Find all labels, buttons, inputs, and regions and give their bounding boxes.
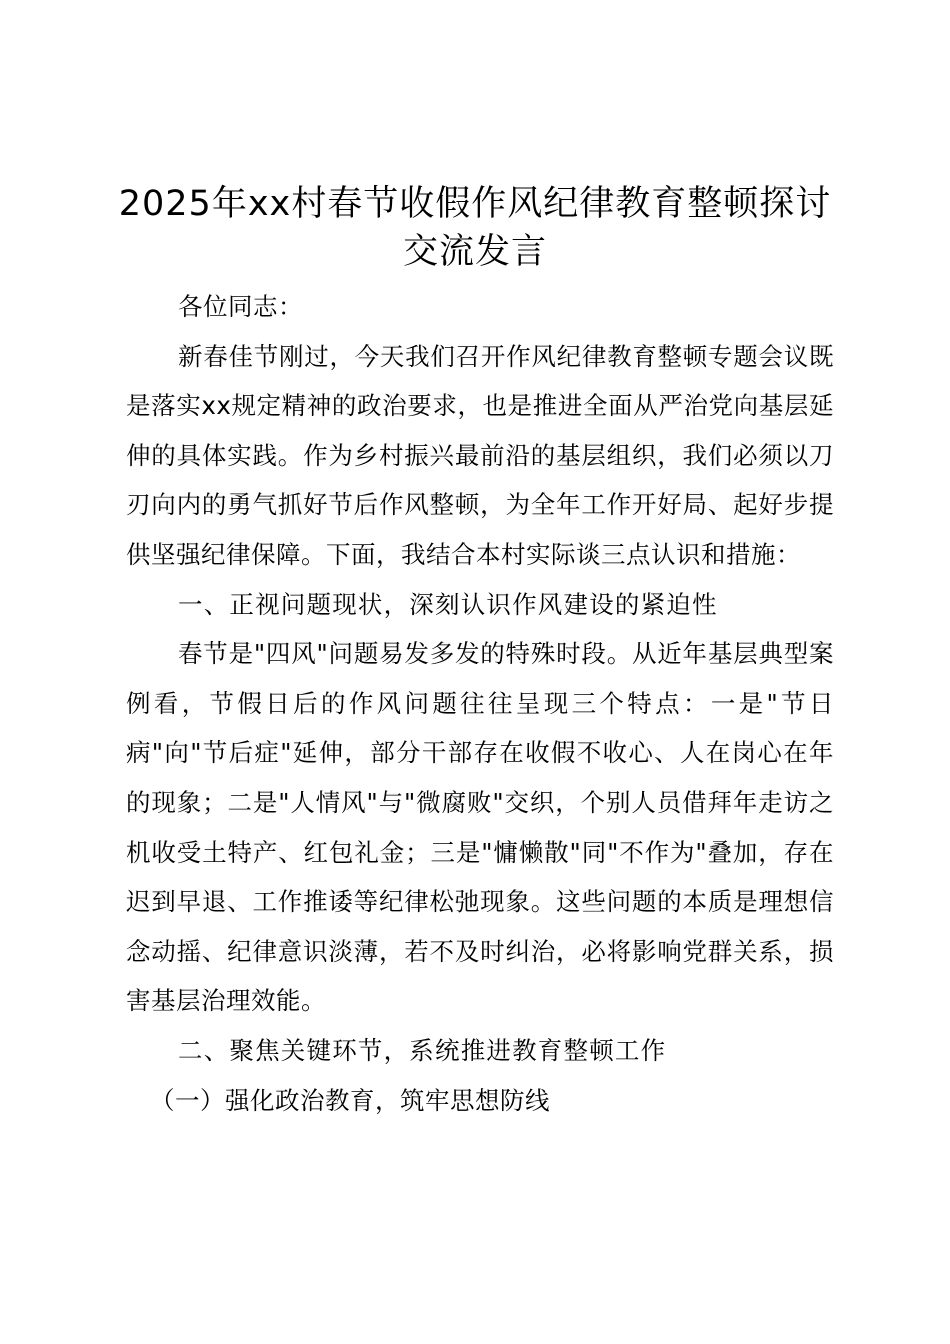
salutation: 各位同志： bbox=[178, 292, 303, 321]
section-1-paragraph: 春节是"四风"问题易发多发的特殊时段。从近年基层典型案例看，节假日后的作风问题往往呈现三个特点：一是"节日病"向"节后症"延伸，部分干部存在收假不收心、人在岗心在年的现象；二是"人情风"与"微腐败"交织，个别人员借拜年走访之机收受土特产、红包礼金；三是"慵懒散"同"不作为"叠加，存在迟到早退、工作推诿等纪律松弛现象。这些问题的本质是理想信念动摇、纪律意识淡薄，若不及时纠治，必将影响党群关系，损害基层治理效能。 bbox=[126, 639, 834, 1016]
intro-paragraph: 新春佳节刚过，今天我们召开作风纪律教育整顿专题会议既是落实xx规定精神的政治要求，也是推进全面从严治党向基层延伸的具体实践。作为乡村振兴最前沿的基层组织，我们必须以刀刃向内的勇气抓好节后作风整顿，为全年工作开好局、起好步提供坚强纪律保障。下面，我结合本村实际谈三点认识和措施： bbox=[126, 341, 834, 569]
section-2-subheading-1: （一）强化政治教育，筑牢思想防线 bbox=[150, 1085, 550, 1115]
section-1-heading: 一、正视问题现状，深刻认识作风建设的紧迫性 bbox=[178, 589, 718, 619]
document-body bbox=[126, 282, 834, 1125]
document-title: 2025年xx村春节收假作风纪律教育整顿探讨交流发言 bbox=[118, 184, 832, 272]
section-2-heading: 二、聚焦关键环节，系统推进教育整顿工作 bbox=[178, 1035, 667, 1065]
